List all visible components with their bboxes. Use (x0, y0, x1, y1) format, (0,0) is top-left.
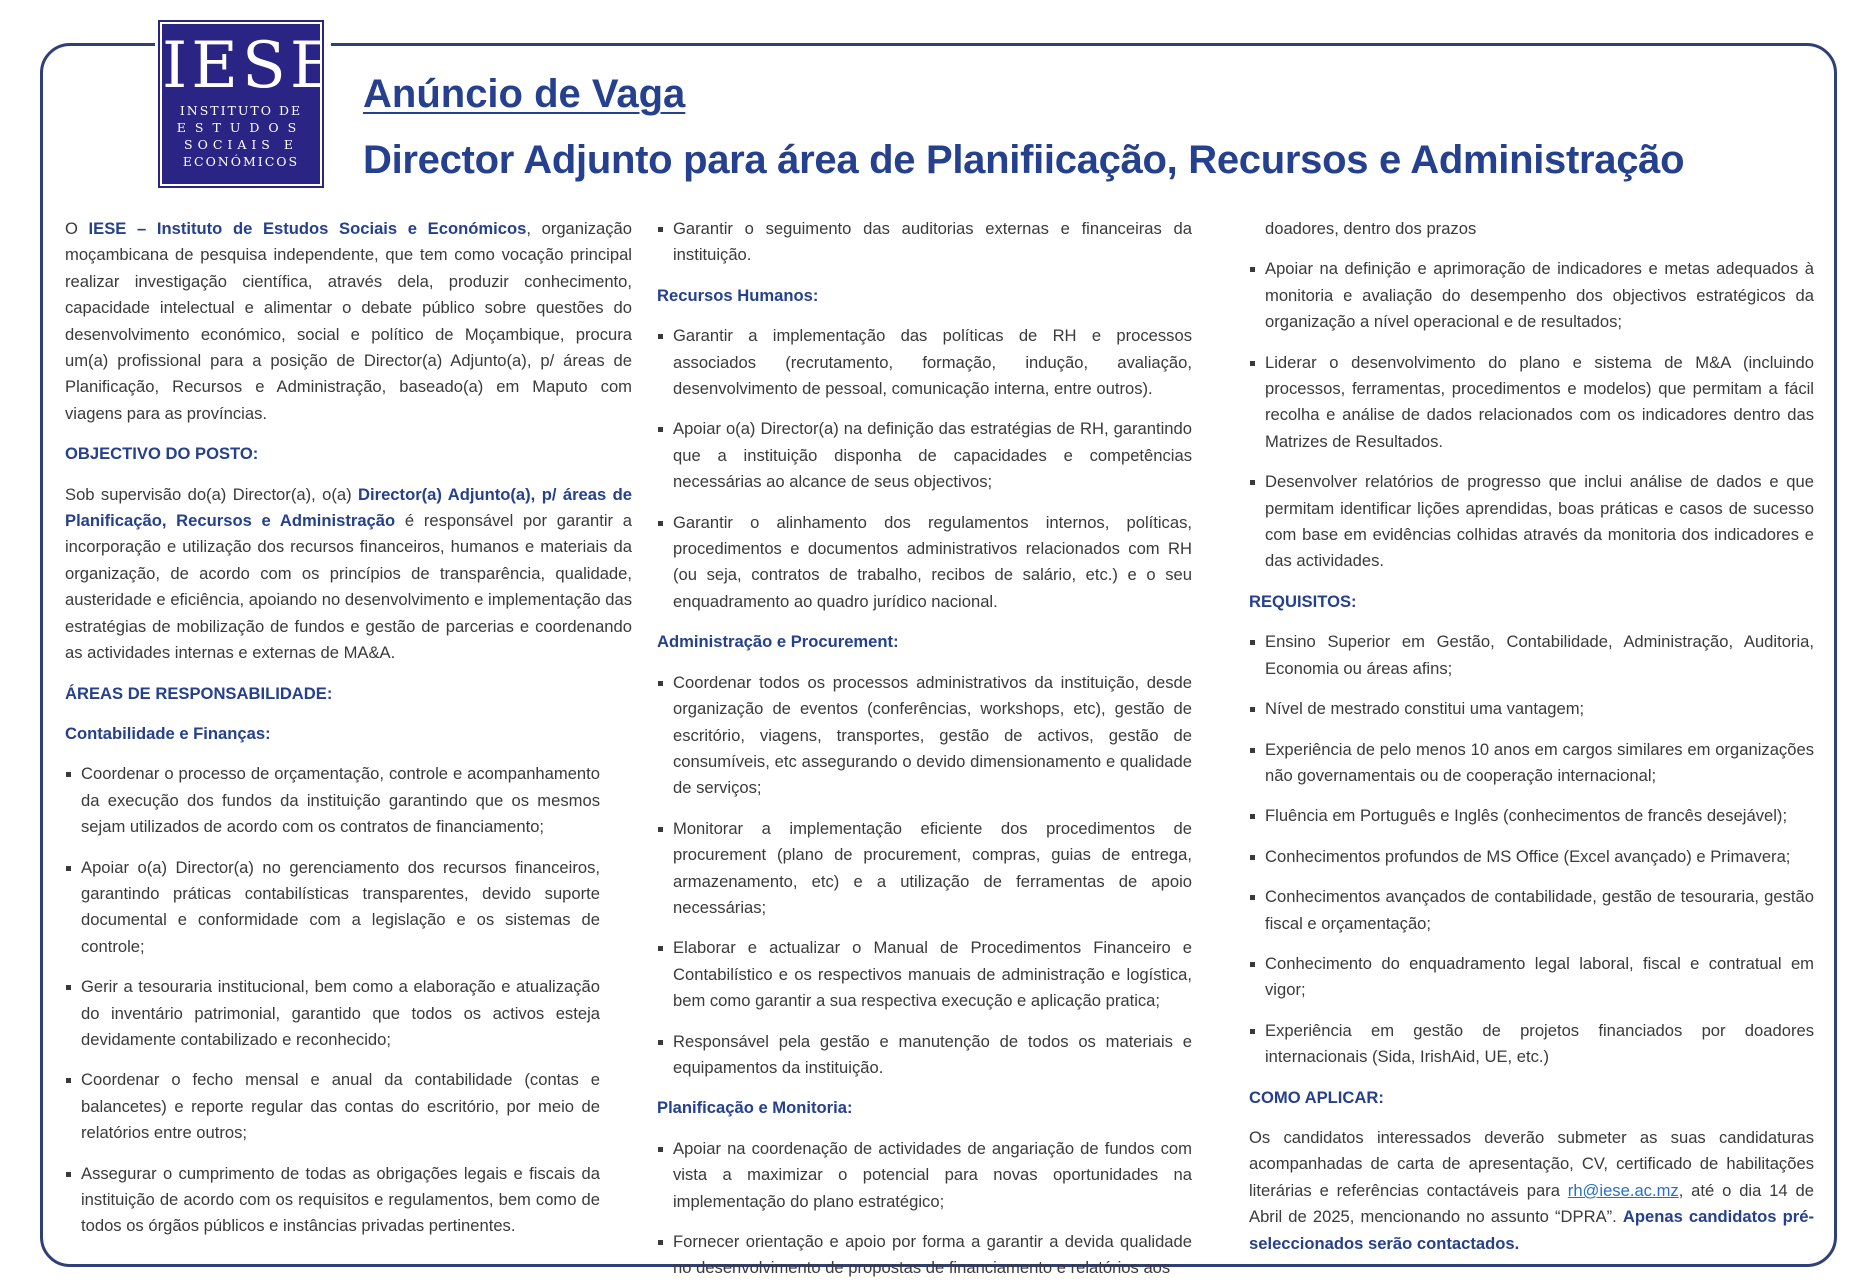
job-title: Director Adjunto para área de Planifiicação, Recursos e Administração (363, 138, 1685, 182)
list-item: Apoiar na definição e aprimoração de indicadores e metas adequados à monitoria e avaliação do desempenho dos objectivos estratégicos da organização a nível operacional e de resultados; (1249, 256, 1814, 335)
logo-line-3: SOCIAIS E (184, 137, 298, 152)
finance-list-continued (657, 216, 1192, 269)
apply-paragraph (1249, 1125, 1814, 1257)
list-item: Experiência em gestão de projetos financiados por doadores internacionais (Sida, IrishAid, UE, etc.) (1249, 1018, 1814, 1071)
column-3 (1249, 216, 1814, 1271)
list-item: Assegurar o cumprimento de todas as obrigações legais e fiscais da instituição de acordo com os requisitos e regulamentos, bem como de todos os órgãos públicos e instâncias privadas pertinentes. (65, 1161, 600, 1240)
list-item: Conhecimento do enquadramento legal laboral, fiscal e contratual em vigor; (1249, 951, 1814, 1004)
finance-heading: Contabilidade e Finanças: (65, 723, 271, 743)
list-item: Conhecimentos avançados de contabilidade, gestão de tesouraria, gestão fiscal e orçamentação; (1249, 884, 1814, 937)
email-link[interactable]: rh@iese.ac.mz (1567, 1180, 1679, 1200)
apply-text-1: Os candidatos interessados deverão submeter as suas candidaturas acompanhadas de carta de apresentação, CV, certificado de habilitações literárias e referências contactáveis para (1249, 1127, 1814, 1200)
planning-list (657, 1136, 1192, 1282)
intro-prefix: O (65, 219, 89, 238)
logo-line-1: INSTITUTO DE (179, 103, 303, 118)
list-item: Fornecer orientação e apoio por forma a garantir a devida qualidade no desenvolvimento de propostas de financiamento e relatórios aos (657, 1229, 1192, 1282)
apply-text-2: , até o dia 14 de Abril de 2025, mencionando no assunto “DPRA”. (1249, 1180, 1814, 1227)
list-item: Apoiar o(a) Director(a) no gerenciamento dos recursos financeiros, garantindo práticas contabilísticas transparentes, devido suporte documental e conformidade com a legislação e os sistemas de controle; (65, 855, 600, 961)
apply-heading: COMO APLICAR: (1249, 1087, 1384, 1107)
list-item: Responsável pela gestão e manutenção de todos os materiais e equipamentos da instituição. (657, 1029, 1192, 1082)
list-item: Desenvolver relatórios de progresso que inclui análise de dados e que permitam identificar lições aprendidas, boas práticas e casos de sucesso com base em evidências colhidas através da monitoria dos indicadores e das actividades. (1249, 469, 1814, 575)
planning-heading: Planificação e Monitoria: (657, 1098, 853, 1118)
admin-heading: Administração e Procurement: (657, 632, 899, 652)
logo-abbr: IESE (162, 29, 341, 103)
role-name: Director(a) Adjunto(a), p/ áreas de Planificação, Recursos e Administração (65, 484, 632, 531)
list-item: Experiência de pelo menos 10 anos em cargos similares em organizações não governamentais ou de cooperação internacional; (1249, 737, 1814, 790)
list-item: Apoiar o(a) Director(a) na definição das estratégias de RH, garantindo que a instituição disponha de capacidades e competências necessárias ao alcance de seus objectivos; (657, 416, 1192, 495)
requirements-list (1249, 629, 1814, 1070)
list-item: Gerir a tesouraria institucional, bem como a elaboração e atualização do inventário patrimonial, garantido que todos os activos esteja devidamente contabilizado e reconhecido; (65, 974, 600, 1053)
list-item: Ensino Superior em Gestão, Contabilidade, Administração, Auditoria, Economia ou áreas afins; (1249, 629, 1814, 682)
hr-list (657, 323, 1192, 615)
intro-text: , organização moçambicana de pesquisa independente, que tem como vocação principal realizar investigação científica, através dela, produzir conhecimento, capacidade intelectual e alimentar o debate público sobre questões do desenvolvimento económico, social e político de Moçambique, procura um(a) profissional para a posição de Director(a) Adjunto(a), p/ áreas de Planificação, Recursos e Administração, baseado(a) em Maputo com viagens para as províncias. (65, 219, 632, 423)
list-item: Garantir o seguimento das auditorias externas e financeiras da instituição. (657, 216, 1192, 269)
list-item: Garantir o alinhamento dos regulamentos internos, políticas, procedimentos e documentos administrativos relacionados com RH (ou seja, contratos de trabalho, recibos de salário, etc.) e o seu enquadramento ao quadro jurídico nacional. (657, 510, 1192, 616)
column-2 (657, 216, 1192, 1282)
intro-paragraph (65, 216, 632, 427)
logo-line-2: ESTUDOS (176, 120, 306, 135)
list-item: Elaborar e actualizar o Manual de Procedimentos Financeiro e Contabilístico e os respectivos manuais de administração e logística, bem como garantir a sua respectiva execução e aplicação pratica; (657, 935, 1192, 1014)
list-item: Apoiar na coordenação de actividades de angariação de fundos com vista a maximizar o potencial para novas oportunidades na implementação do plano estratégico; (657, 1136, 1192, 1215)
list-item: Fluência em Português e Inglês (conhecimentos de francês desejável); (1249, 803, 1814, 829)
list-item: Conhecimentos profundos de MS Office (Excel avançado) e Primavera; (1249, 844, 1814, 870)
column-1 (65, 216, 632, 1254)
iese-logo (160, 22, 341, 186)
list-item: Nível de mestrado constitui uma vantagem; (1249, 696, 1814, 722)
logo-line-4: ECONÓMICOS (182, 154, 300, 169)
list-item: Liderar o desenvolvimento do plano e sistema de M&A (incluindo processos, ferramentas, procedimentos e modelos) que permitam a fácil recolha e análise de dados relacionados com os indicadores dentro das Matrizes de Resultados. (1249, 350, 1814, 456)
hr-heading: Recursos Humanos: (657, 285, 819, 305)
list-item: Coordenar o fecho mensal e anual da contabilidade (contas e balancetes) e reporte regular das contas do escritório, por meio de relatórios entre outros; (65, 1067, 600, 1146)
objective-prefix: Sob supervisão do(a) Director(a), o(a) (65, 484, 359, 504)
list-item: Monitorar a implementação eficiente dos procedimentos de procurement (plano de procurement, compras, guias de entrega, armazenamento, etc) e a utilização de ferramentas de apoio necessárias; (657, 816, 1192, 922)
shortlist-note: Apenas candidatos pré-seleccionados serão contactados. (1249, 1207, 1814, 1253)
objective-paragraph (65, 482, 632, 667)
page-title: Anúncio de Vaga (363, 72, 686, 116)
org-name: IESE – Instituto de Estudos Sociais e Económicos (88, 219, 527, 238)
objective-heading: OBJECTIVO DO POSTO: (65, 444, 259, 464)
admin-list (657, 670, 1192, 1082)
responsibilities-heading: ÁREAS DE RESPONSABILIDADE: (65, 683, 333, 703)
objective-text: é responsável por garantir a incorporação e utilização dos recursos financeiros, humanos e materiais da organização, de acordo com os princípios de transparência, qualidade, austeridade e eficiência, apoiando no desenvolvimento e implementação das estratégias de mobilização de fundos e gestão de parcerias e coordenando as actividades internas e externas de MA&A. (65, 511, 632, 663)
list-item: Coordenar todos os processos administrativos da instituição, desde organização de eventos (conferências, workshops, etc), gestão de escritório, viagens, transportes, gestão de activos, gestão de consumíveis, etc assegurando o devido dimensionamento e qualidade de serviços; (657, 670, 1192, 802)
list-item: Coordenar o processo de orçamentação, controle e acompanhamento da execução dos fundos da instituição garantindo que os mesmos sejam utilizados de acordo com os contratos de financiamento; (65, 761, 600, 840)
finance-list (65, 761, 600, 1240)
list-item-continuation: doadores, dentro dos prazos (1265, 219, 1477, 238)
planning-list-continued (1249, 216, 1814, 575)
requirements-heading: REQUISITOS: (1249, 591, 1357, 611)
list-item: Garantir a implementação das políticas de RH e processos associados (recrutamento, formação, indução, avaliação, desenvolvimento de pessoal, comunicação interna, entre outros). (657, 323, 1192, 402)
